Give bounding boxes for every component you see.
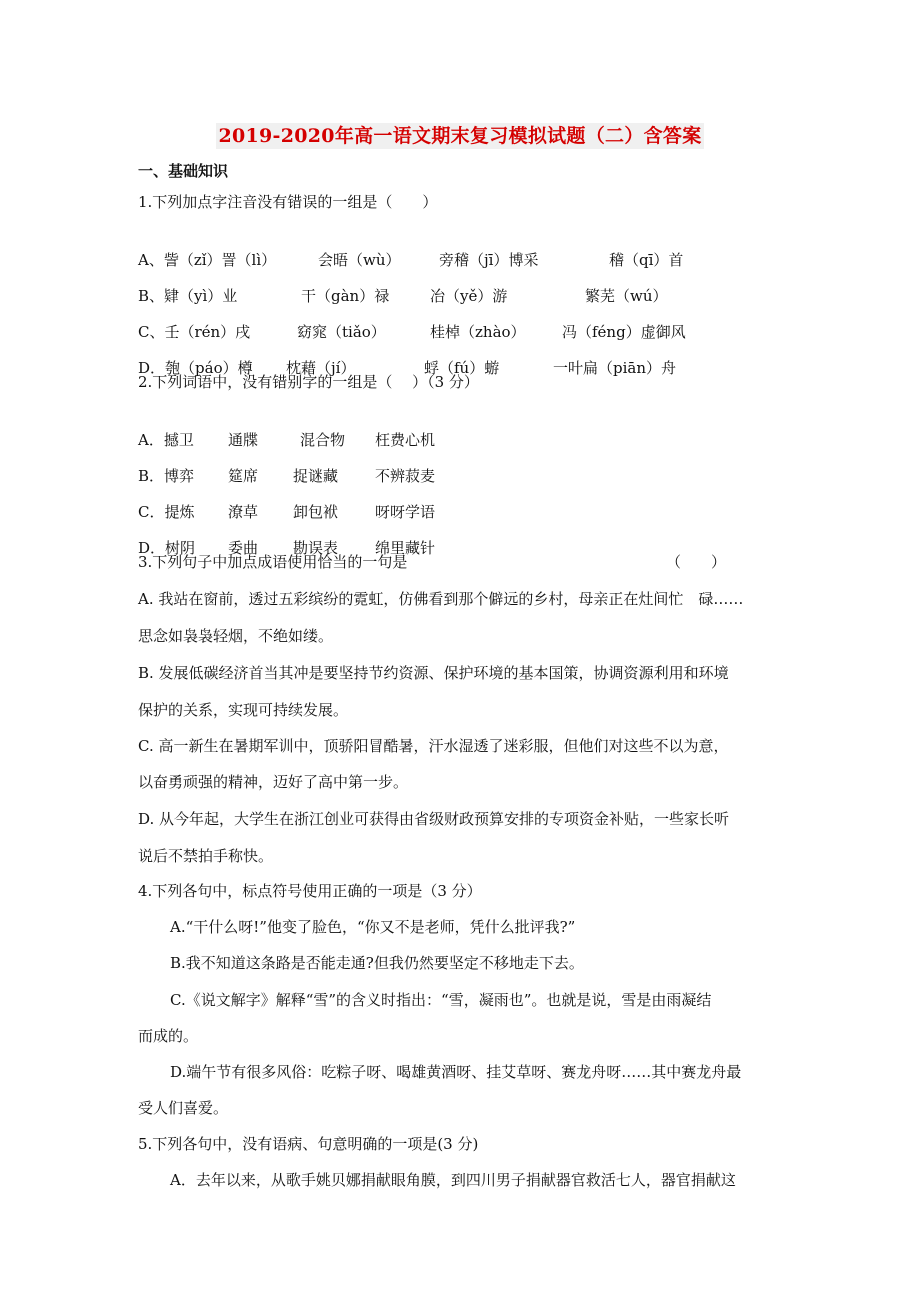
q4-option-a: A.“干什么呀!”他变了脸色，“你又不是老师，凭什么批评我?” <box>170 918 576 936</box>
q4-option-d-line1: D.端午节有很多风俗：吃粽子呀、喝雄黄酒呀、挂艾草呀、赛龙舟呀……其中赛龙舟最 <box>170 1063 742 1081</box>
q1-a-3: 旁稽（jī）博采 <box>439 251 539 269</box>
q4-stem: 4.下列各句中，标点符号使用正确的一项是（3 分） <box>138 882 482 900</box>
q1-d-2: 枕藉（jí） <box>286 359 356 377</box>
q1-a-2: 会晤（wù） <box>318 251 401 269</box>
q1-c-1: C、壬（rén）戌 <box>138 323 251 341</box>
q1-d-3: 蜉（fú）蝣 <box>424 359 500 377</box>
q3-option-b-line1: B. 发展低碳经济首当其冲是要坚持节约资源、保护环境的基本国策，协调资源利用和环境 <box>138 664 729 682</box>
q3-option-c-line2: 以奋勇顽强的精神，迈好了高中第一步。 <box>138 773 409 791</box>
q1-stem: 1.下列加点字注音没有错误的一组是（ ） <box>138 193 438 211</box>
q3-option-a-line1: A. 我站在窗前，透过五彩缤纷的霓虹，仿佛看到那个僻远的乡村，母亲正在灶间忙 碌…… <box>138 590 744 608</box>
q2-a-3: 混合物 <box>300 431 346 449</box>
q2-c-1: C．提炼 <box>138 503 195 521</box>
q1-b-4: 繁芜（wú） <box>585 287 668 305</box>
q4-option-c-line2: 而成的。 <box>138 1027 199 1045</box>
q3-stem: 3.下列句子中加点成语使用恰当的一句是 <box>138 553 408 571</box>
q2-d-3: 勘误表 <box>293 539 339 557</box>
q1-c-3: 桂棹（zhào） <box>430 323 526 341</box>
q2-a-2: 通牒 <box>228 431 259 449</box>
q2-b-2: 筵席 <box>228 467 259 485</box>
q2-a-1: A．撼卫 <box>138 431 194 449</box>
q5-option-a-line1: A．去年以来，从歌手姚贝娜捐献眼角膜，到四川男子捐献器官救活七人，器官捐献这 <box>170 1171 736 1189</box>
document-title: 2019-2020年高一语文期末复习模拟试题（二）含答案 <box>218 125 702 147</box>
q4-option-c-line1: C.《说文解字》解释“雪”的含义时指出：“雪，凝雨也”。也就是说，雪是由雨凝结 <box>170 991 712 1009</box>
q1-b-3: 冶（yě）游 <box>430 287 508 305</box>
q2-c-4: 呀呀学语 <box>375 503 436 521</box>
q2-b-1: B．博弈 <box>138 467 195 485</box>
q2-b-4: 不辨菽麦 <box>375 467 436 485</box>
q2-d-4: 绵里藏针 <box>375 539 436 557</box>
q2-d-2: 委曲 <box>228 539 259 557</box>
q3-option-d-line1: D. 从今年起，大学生在浙江创业可获得由省级财政预算安排的专项资金补贴，一些家长听 <box>138 810 730 828</box>
q3-answer-paren: （ ） <box>666 553 727 571</box>
q2-c-3: 卸包袱 <box>293 503 339 521</box>
q1-d-1: D．匏（páo）樽 <box>138 359 253 377</box>
q2-d-1: D．树阴 <box>138 539 196 557</box>
q1-b-1: B、肄（yì）业 <box>138 287 238 305</box>
q3-option-c-line1: C. 高一新生在暑期军训中，顶骄阳冒酷暑，汗水湿透了迷彩服，但他们对这些不以为意， <box>138 737 729 755</box>
q1-d-4: 一叶扁（piān）舟 <box>553 359 677 377</box>
q1-c-2: 窈窕（tiǎo） <box>297 323 386 341</box>
q5-stem: 5.下列各句中，没有语病、句意明确的一项是(3 分) <box>138 1135 479 1153</box>
q2-c-2: 潦草 <box>228 503 259 521</box>
section-heading: 一、基础知识 <box>138 162 229 180</box>
q2-b-3: 捉谜藏 <box>293 467 339 485</box>
q1-c-4: 冯（féng）虚御风 <box>562 323 686 341</box>
q1-a-1: A、訾（zǐ）詈（lì） <box>138 251 277 269</box>
q2-stem: 2.下列词语中，没有错别字的一组是（ ）（3 分） <box>138 373 479 391</box>
q3-option-a-line2: 思念如袅袅轻烟，不绝如缕。 <box>138 627 334 645</box>
q1-b-2: 干（gàn）禄 <box>301 287 390 305</box>
q3-option-b-line2: 保护的关系，实现可持续发展。 <box>138 701 349 719</box>
q4-option-b: B.我不知道这条路是否能走通?但我仍然要坚定不移地走下去。 <box>170 954 584 972</box>
q1-a-4: 稽（qī）首 <box>609 251 684 269</box>
q2-a-4: 枉费心机 <box>375 431 436 449</box>
q4-option-d-line2: 受人们喜爱。 <box>138 1099 229 1117</box>
q3-option-d-line2: 说后不禁拍手称快。 <box>138 847 274 865</box>
